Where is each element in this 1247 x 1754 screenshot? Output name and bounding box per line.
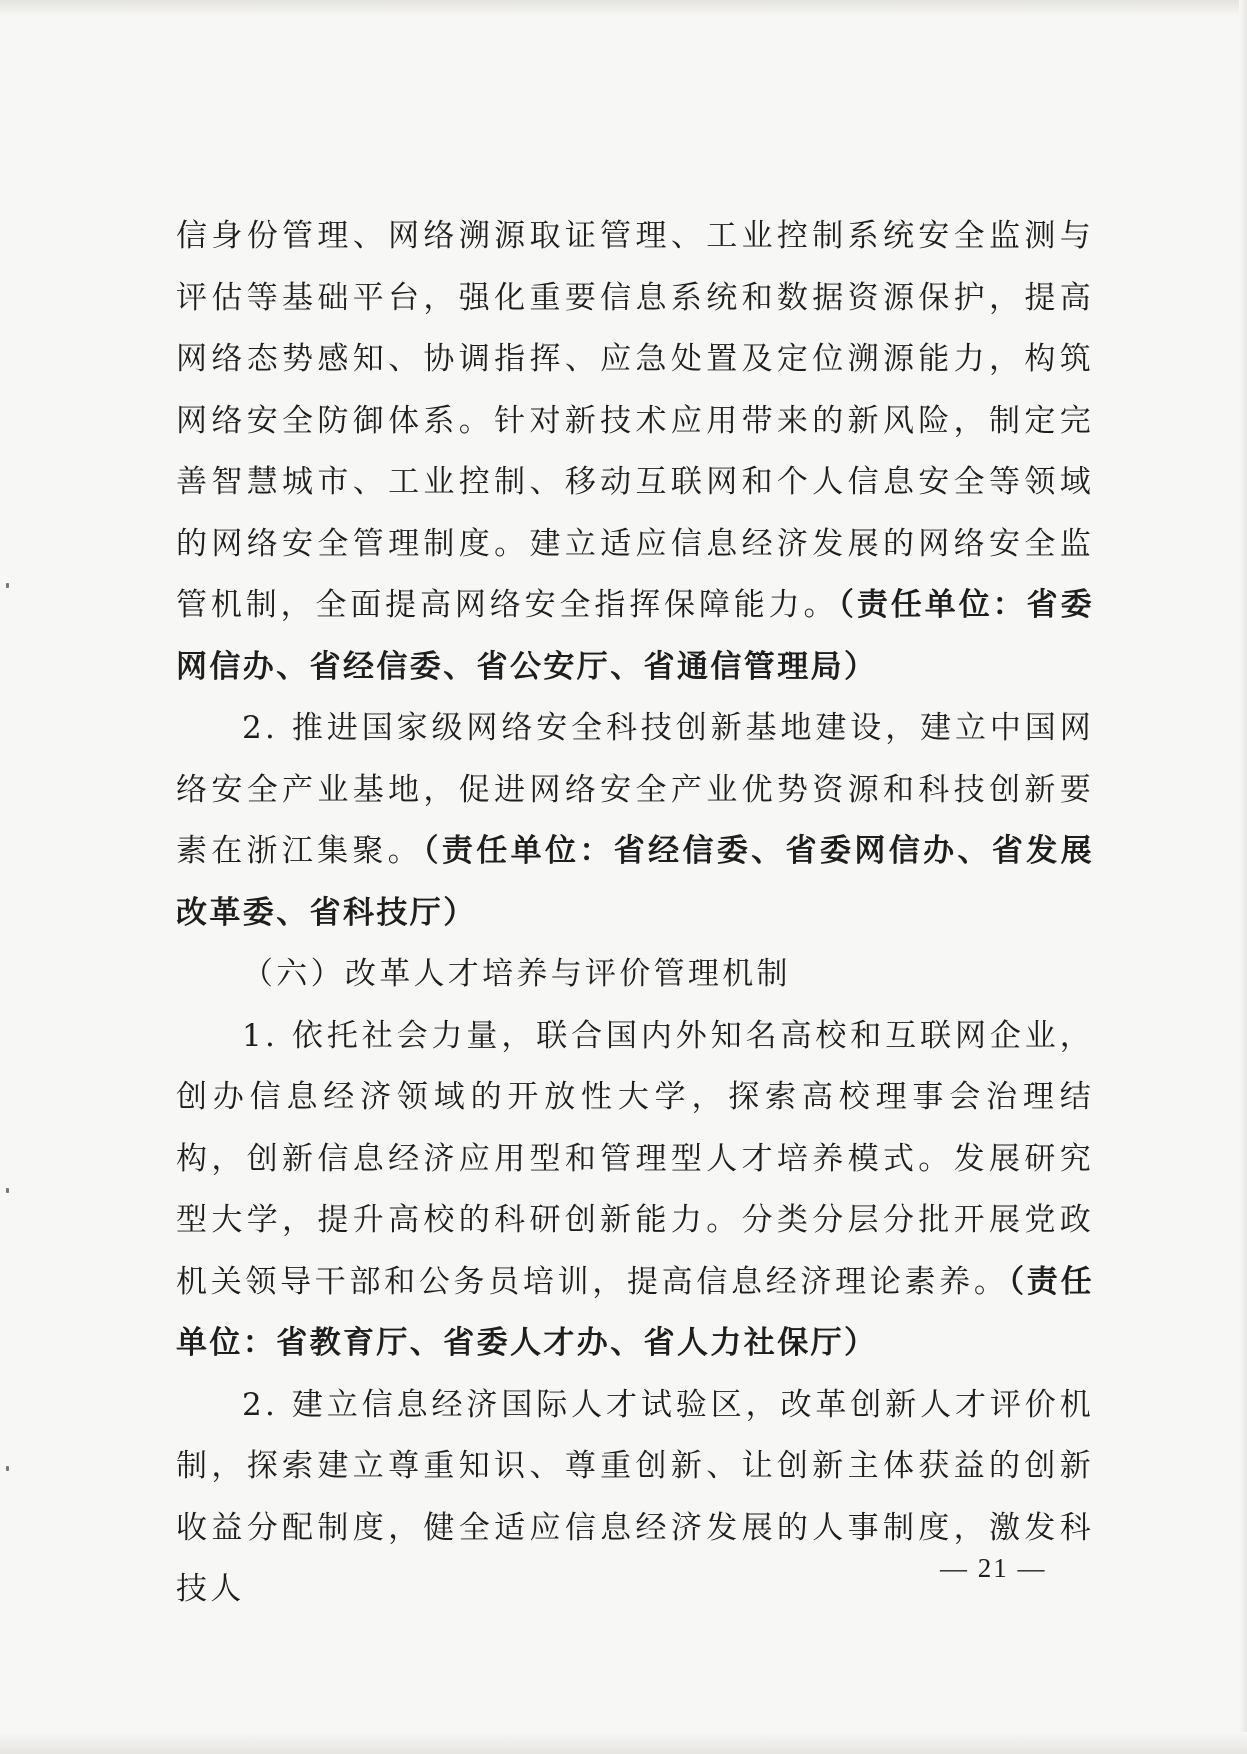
responsible-units: （责任单位：省教育厅、省委人才办、省人力社保厅） xyxy=(176,1263,1094,1361)
paragraph-text: 2. 推进国家级网络安全科技创新基地建设，建立中国网络安全产业基地，促进网络安全产业优势资源和科技创新要素在浙江集聚。 xyxy=(176,710,1094,869)
scan-bottom-edge xyxy=(0,1732,1247,1754)
scan-speck xyxy=(6,583,9,588)
responsible-units: （责任单位：省经信委、省委网信办、省发展改革委、省科技厅） xyxy=(176,833,1094,931)
paragraph-text: 2. 建立信息经济国际人才试验区，改革创新人才评价机制，探索建立尊重知识、尊重创新、让创新主体获益的创新收益分配制度，健全适应信息经济发展的人事制度，激发科技人 xyxy=(176,1386,1094,1607)
paragraph-network-security-platform xyxy=(176,206,1094,698)
scan-top-edge xyxy=(0,0,1247,16)
paragraph-talent-training xyxy=(176,1006,1094,1375)
section-heading: （六）改革人才培养与评价管理机制 xyxy=(242,956,791,992)
paragraph-text: 信身份管理、网络溯源取证管理、工业控制系统安全监测与评估等基础平台，强化重要信息系统和数据资源保护，提高网络态势感知、协调指挥、应急处置及定位溯源能力，构筑网络安全防御体系。针对新技术应用带来的新风险，制定完善智慧城市、工业控制、移动互联网和个人信息安全等领域的网络安全管理制度。建立适应信息经济发展的网络安全监管机制，全面提高网络安全指挥保障能力。 xyxy=(176,218,1094,623)
scan-speck xyxy=(6,1188,9,1193)
paragraph-security-innovation-base xyxy=(176,698,1094,944)
document-body xyxy=(176,206,1094,1621)
page-number: — 21 — xyxy=(940,1553,1047,1583)
scan-right-edge xyxy=(1239,0,1247,1754)
scan-speck xyxy=(6,1466,9,1471)
responsible-units: （责任单位：省委网信办、省经信委、省公安厅、省通信管理局） xyxy=(176,587,1095,685)
paragraph-text: 1. 依托社会力量，联合国内外知名高校和互联网企业，创办信息经济领域的开放性大学，探索高校理事会治理结构，创新信息经济应用型和管理型人才培养模式。发展研究型大学，提升高校的科研创新能力。分类分层分批开展党政机关领导干部和公务员培训，提高信息经济理论素养。 xyxy=(176,1017,1094,1300)
